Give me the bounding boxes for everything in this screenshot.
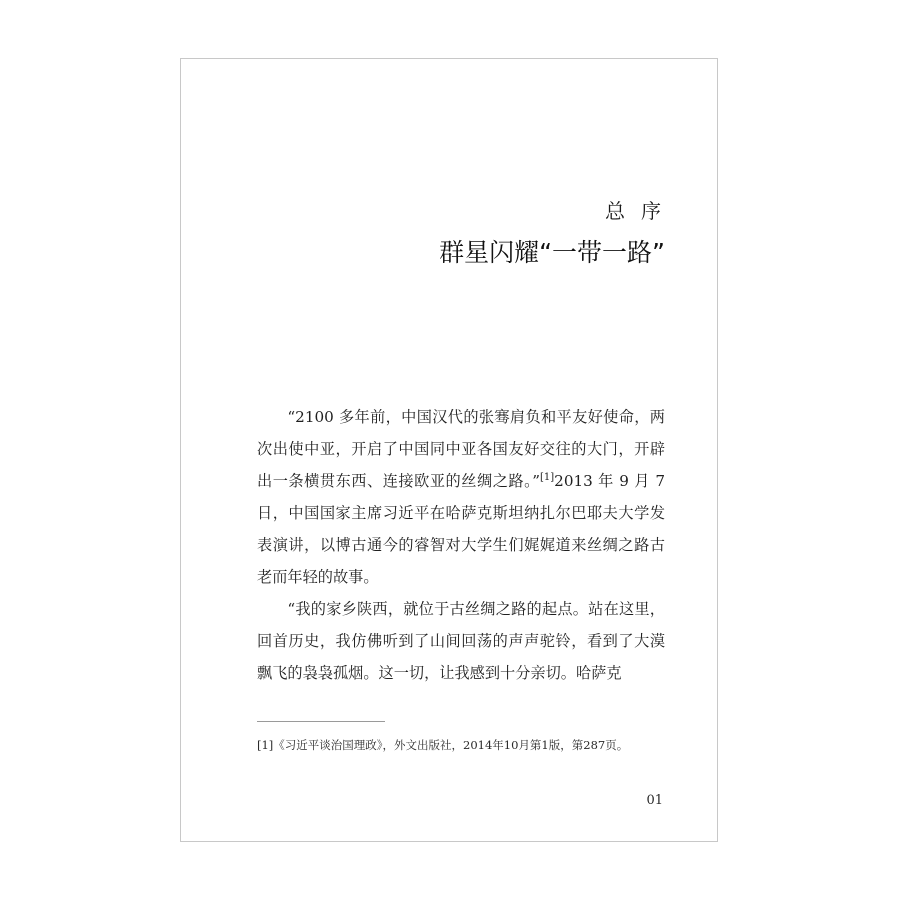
- paragraph-1-continued: 2013 年 9 月 7 日，中国国家主席习近平在哈萨克斯坦纳扎尔巴耶夫大学发表演讲，以博古通今的睿智对大学生们娓娓道来丝绸之路古老而年轻的故事。: [257, 472, 665, 586]
- footnote-reference: [1]: [540, 471, 555, 483]
- footnote-divider: [257, 721, 385, 722]
- section-kicker: 总序: [605, 199, 677, 223]
- paragraph-1: [257, 401, 665, 593]
- book-page: [180, 58, 718, 842]
- body-text: [257, 401, 665, 689]
- paragraph-1-text: “2100 多年前，中国汉代的张骞肩负和平友好使命，两次出使中亚，开启了中国同中亚各国友好交往的大门，开辟出一条横贯东西、连接欧亚的丝绸之路。”: [257, 408, 665, 490]
- footnote: [1]《习近平谈治国理政》，外文出版社，2014年10月第1版，第287页。: [257, 738, 629, 752]
- page-number: 01: [646, 793, 663, 808]
- page-title: 群星闪耀“一带一路”: [439, 238, 665, 267]
- paragraph-2: “我的家乡陕西，就位于古丝绸之路的起点。站在这里，回首历史，我仿佛听到了山间回荡的声声驼铃，看到了大漠飘飞的袅袅孤烟。这一切，让我感到十分亲切。哈萨克: [257, 600, 665, 682]
